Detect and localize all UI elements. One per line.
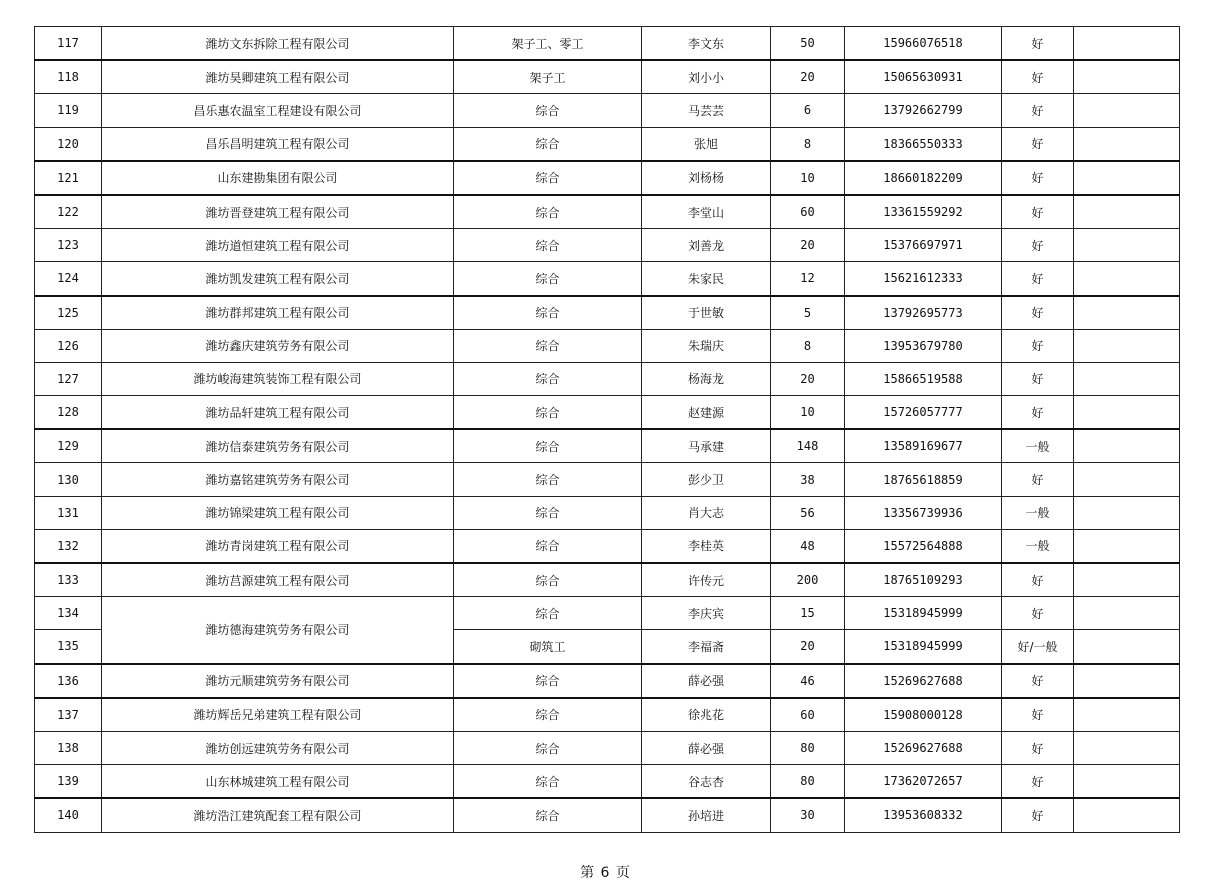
work-type-cell: 综合 bbox=[454, 195, 642, 229]
contact-person-cell: 李庆宾 bbox=[642, 597, 771, 630]
company-name-cell: 潍坊创远建筑劳务有限公司 bbox=[102, 731, 454, 764]
row-number-cell: 135 bbox=[35, 630, 102, 664]
table-row bbox=[35, 127, 1180, 161]
table-row bbox=[35, 563, 1180, 597]
row-number-cell: 130 bbox=[35, 463, 102, 496]
rating-cell: 好 bbox=[1002, 94, 1074, 127]
rating-cell: 好 bbox=[1002, 396, 1074, 430]
table-row bbox=[35, 496, 1180, 529]
note-cell bbox=[1074, 262, 1180, 296]
worker-count-cell: 56 bbox=[771, 496, 845, 529]
worker-count-cell: 148 bbox=[771, 429, 845, 463]
company-name-cell: 潍坊嘉铭建筑劳务有限公司 bbox=[102, 463, 454, 496]
row-number-cell: 127 bbox=[35, 362, 102, 395]
phone-number-cell: 13361559292 bbox=[845, 195, 1002, 229]
note-cell bbox=[1074, 94, 1180, 127]
rating-cell: 好 bbox=[1002, 765, 1074, 799]
rating-cell: 好 bbox=[1002, 296, 1074, 330]
phone-number-cell: 18765618859 bbox=[845, 463, 1002, 496]
phone-number-cell: 15908000128 bbox=[845, 698, 1002, 732]
note-cell bbox=[1074, 563, 1180, 597]
phone-number-cell: 15269627688 bbox=[845, 731, 1002, 764]
worker-count-cell: 20 bbox=[771, 630, 845, 664]
row-number-cell: 122 bbox=[35, 195, 102, 229]
company-name-cell: 潍坊青岗建筑工程有限公司 bbox=[102, 529, 454, 563]
contact-person-cell: 马芸芸 bbox=[642, 94, 771, 127]
contact-person-cell: 谷志杏 bbox=[642, 765, 771, 799]
phone-number-cell: 13356739936 bbox=[845, 496, 1002, 529]
company-name-cell: 潍坊元顺建筑劳务有限公司 bbox=[102, 664, 454, 698]
table-row bbox=[35, 463, 1180, 496]
company-name-cell: 潍坊昊卿建筑工程有限公司 bbox=[102, 60, 454, 94]
company-name-cell: 潍坊浩江建筑配套工程有限公司 bbox=[102, 798, 454, 832]
row-number-cell: 120 bbox=[35, 127, 102, 161]
row-number-cell: 118 bbox=[35, 60, 102, 94]
table-row bbox=[35, 765, 1180, 799]
phone-number-cell: 18366550333 bbox=[845, 127, 1002, 161]
contact-person-cell: 李桂英 bbox=[642, 529, 771, 563]
note-cell bbox=[1074, 27, 1180, 61]
row-number-cell: 125 bbox=[35, 296, 102, 330]
work-type-cell: 综合 bbox=[454, 396, 642, 430]
rating-cell: 好 bbox=[1002, 798, 1074, 832]
worker-count-cell: 30 bbox=[771, 798, 845, 832]
rating-cell: 好 bbox=[1002, 463, 1074, 496]
company-name-cell: 昌乐惠农温室工程建设有限公司 bbox=[102, 94, 454, 127]
work-type-cell: 综合 bbox=[454, 362, 642, 395]
company-name-cell: 潍坊道恒建筑工程有限公司 bbox=[102, 229, 454, 262]
contact-person-cell: 杨海龙 bbox=[642, 362, 771, 395]
row-number-cell: 128 bbox=[35, 396, 102, 430]
company-name-cell: 潍坊群邦建筑工程有限公司 bbox=[102, 296, 454, 330]
table-row bbox=[35, 362, 1180, 395]
phone-number-cell: 13792662799 bbox=[845, 94, 1002, 127]
work-type-cell: 综合 bbox=[454, 597, 642, 630]
contact-person-cell: 刘杨杨 bbox=[642, 161, 771, 195]
table-row bbox=[35, 329, 1180, 362]
contact-person-cell: 朱家民 bbox=[642, 262, 771, 296]
work-type-cell: 架子工 bbox=[454, 60, 642, 94]
phone-number-cell: 13792695773 bbox=[845, 296, 1002, 330]
rating-cell: 好 bbox=[1002, 127, 1074, 161]
work-type-cell: 综合 bbox=[454, 563, 642, 597]
rating-cell: 好 bbox=[1002, 698, 1074, 732]
phone-number-cell: 18765109293 bbox=[845, 563, 1002, 597]
company-name-cell: 潍坊锦梁建筑工程有限公司 bbox=[102, 496, 454, 529]
worker-count-cell: 38 bbox=[771, 463, 845, 496]
work-type-cell: 综合 bbox=[454, 229, 642, 262]
worker-count-cell: 8 bbox=[771, 127, 845, 161]
worker-count-cell: 10 bbox=[771, 396, 845, 430]
rating-cell: 一般 bbox=[1002, 496, 1074, 529]
company-name-cell: 潍坊晋登建筑工程有限公司 bbox=[102, 195, 454, 229]
contact-person-cell: 李堂山 bbox=[642, 195, 771, 229]
contact-person-cell: 许传元 bbox=[642, 563, 771, 597]
worker-count-cell: 60 bbox=[771, 698, 845, 732]
phone-number-cell: 15269627688 bbox=[845, 664, 1002, 698]
worker-count-cell: 15 bbox=[771, 597, 845, 630]
row-number-cell: 138 bbox=[35, 731, 102, 764]
worker-count-cell: 20 bbox=[771, 362, 845, 395]
work-type-cell: 综合 bbox=[454, 463, 642, 496]
work-type-cell: 综合 bbox=[454, 765, 642, 799]
row-number-cell: 131 bbox=[35, 496, 102, 529]
note-cell bbox=[1074, 362, 1180, 395]
note-cell bbox=[1074, 296, 1180, 330]
contact-person-cell: 徐兆花 bbox=[642, 698, 771, 732]
rating-cell: 一般 bbox=[1002, 429, 1074, 463]
note-cell bbox=[1074, 329, 1180, 362]
table-row bbox=[35, 262, 1180, 296]
row-number-cell: 124 bbox=[35, 262, 102, 296]
company-name-cell: 潍坊莒源建筑工程有限公司 bbox=[102, 563, 454, 597]
rating-cell: 好 bbox=[1002, 329, 1074, 362]
rating-cell: 好 bbox=[1002, 195, 1074, 229]
contact-person-cell: 张旭 bbox=[642, 127, 771, 161]
contractor-table bbox=[34, 26, 1180, 833]
note-cell bbox=[1074, 630, 1180, 664]
work-type-cell: 砌筑工 bbox=[454, 630, 642, 664]
company-name-cell: 山东林城建筑工程有限公司 bbox=[102, 765, 454, 799]
rating-cell: 好 bbox=[1002, 262, 1074, 296]
company-name-cell: 潍坊凯发建筑工程有限公司 bbox=[102, 262, 454, 296]
phone-number-cell: 15726057777 bbox=[845, 396, 1002, 430]
worker-count-cell: 5 bbox=[771, 296, 845, 330]
rating-cell: 好 bbox=[1002, 229, 1074, 262]
work-type-cell: 综合 bbox=[454, 496, 642, 529]
contact-person-cell: 李福斋 bbox=[642, 630, 771, 664]
contact-person-cell: 朱瑞庆 bbox=[642, 329, 771, 362]
row-number-cell: 129 bbox=[35, 429, 102, 463]
phone-number-cell: 13953608332 bbox=[845, 798, 1002, 832]
note-cell bbox=[1074, 664, 1180, 698]
work-type-cell: 综合 bbox=[454, 698, 642, 732]
table-row bbox=[35, 429, 1180, 463]
rating-cell: 好 bbox=[1002, 731, 1074, 764]
rating-cell: 好 bbox=[1002, 597, 1074, 630]
work-type-cell: 综合 bbox=[454, 798, 642, 832]
company-name-cell: 昌乐昌明建筑工程有限公司 bbox=[102, 127, 454, 161]
rating-cell: 好 bbox=[1002, 27, 1074, 61]
note-cell bbox=[1074, 698, 1180, 732]
work-type-cell: 综合 bbox=[454, 161, 642, 195]
company-name-cell: 山东建勘集团有限公司 bbox=[102, 161, 454, 195]
table-row bbox=[35, 27, 1180, 61]
row-number-cell: 119 bbox=[35, 94, 102, 127]
phone-number-cell: 15376697971 bbox=[845, 229, 1002, 262]
row-number-cell: 117 bbox=[35, 27, 102, 61]
rating-cell: 好 bbox=[1002, 664, 1074, 698]
contact-person-cell: 薛必强 bbox=[642, 731, 771, 764]
worker-count-cell: 80 bbox=[771, 731, 845, 764]
contact-person-cell: 薛必强 bbox=[642, 664, 771, 698]
company-name-cell: 潍坊品轩建筑工程有限公司 bbox=[102, 396, 454, 430]
company-name-cell: 潍坊辉岳兄弟建筑工程有限公司 bbox=[102, 698, 454, 732]
row-number-cell: 140 bbox=[35, 798, 102, 832]
table-row bbox=[35, 94, 1180, 127]
note-cell bbox=[1074, 765, 1180, 799]
contact-person-cell: 于世敏 bbox=[642, 296, 771, 330]
note-cell bbox=[1074, 396, 1180, 430]
work-type-cell: 综合 bbox=[454, 329, 642, 362]
note-cell bbox=[1074, 229, 1180, 262]
contact-person-cell: 刘善龙 bbox=[642, 229, 771, 262]
note-cell bbox=[1074, 798, 1180, 832]
work-type-cell: 综合 bbox=[454, 731, 642, 764]
table-row bbox=[35, 195, 1180, 229]
phone-number-cell: 15318945999 bbox=[845, 597, 1002, 630]
table-row bbox=[35, 296, 1180, 330]
note-cell bbox=[1074, 463, 1180, 496]
work-type-cell: 架子工、零工 bbox=[454, 27, 642, 61]
company-name-cell: 潍坊峻海建筑装饰工程有限公司 bbox=[102, 362, 454, 395]
table-row bbox=[35, 597, 1180, 630]
rating-cell: 好 bbox=[1002, 362, 1074, 395]
work-type-cell: 综合 bbox=[454, 429, 642, 463]
contact-person-cell: 李文东 bbox=[642, 27, 771, 61]
company-name-cell: 潍坊德海建筑劳务有限公司 bbox=[102, 597, 454, 664]
row-number-cell: 133 bbox=[35, 563, 102, 597]
company-name-cell: 潍坊信泰建筑劳务有限公司 bbox=[102, 429, 454, 463]
table-row bbox=[35, 529, 1180, 563]
page-number: 第 6 页 bbox=[580, 865, 631, 881]
phone-number-cell: 17362072657 bbox=[845, 765, 1002, 799]
contact-person-cell: 肖大志 bbox=[642, 496, 771, 529]
worker-count-cell: 20 bbox=[771, 229, 845, 262]
row-number-cell: 123 bbox=[35, 229, 102, 262]
table-row bbox=[35, 60, 1180, 94]
note-cell bbox=[1074, 496, 1180, 529]
phone-number-cell: 13953679780 bbox=[845, 329, 1002, 362]
row-number-cell: 136 bbox=[35, 664, 102, 698]
worker-count-cell: 50 bbox=[771, 27, 845, 61]
contact-person-cell: 赵建源 bbox=[642, 396, 771, 430]
contact-person-cell: 马承建 bbox=[642, 429, 771, 463]
contact-person-cell: 孙培进 bbox=[642, 798, 771, 832]
phone-number-cell: 15318945999 bbox=[845, 630, 1002, 664]
note-cell bbox=[1074, 161, 1180, 195]
phone-number-cell: 18660182209 bbox=[845, 161, 1002, 195]
worker-count-cell: 10 bbox=[771, 161, 845, 195]
note-cell bbox=[1074, 529, 1180, 563]
work-type-cell: 综合 bbox=[454, 262, 642, 296]
contact-person-cell: 刘小小 bbox=[642, 60, 771, 94]
table-row bbox=[35, 731, 1180, 764]
table-row bbox=[35, 396, 1180, 430]
rating-cell: 好/一般 bbox=[1002, 630, 1074, 664]
note-cell bbox=[1074, 60, 1180, 94]
contact-person-cell: 彭少卫 bbox=[642, 463, 771, 496]
row-number-cell: 126 bbox=[35, 329, 102, 362]
phone-number-cell: 15621612333 bbox=[845, 262, 1002, 296]
work-type-cell: 综合 bbox=[454, 127, 642, 161]
note-cell bbox=[1074, 127, 1180, 161]
phone-number-cell: 15866519588 bbox=[845, 362, 1002, 395]
worker-count-cell: 20 bbox=[771, 60, 845, 94]
company-name-cell: 潍坊鑫庆建筑劳务有限公司 bbox=[102, 329, 454, 362]
worker-count-cell: 12 bbox=[771, 262, 845, 296]
rating-cell: 好 bbox=[1002, 60, 1074, 94]
work-type-cell: 综合 bbox=[454, 664, 642, 698]
work-type-cell: 综合 bbox=[454, 296, 642, 330]
table-row bbox=[35, 664, 1180, 698]
table-row bbox=[35, 798, 1180, 832]
worker-count-cell: 46 bbox=[771, 664, 845, 698]
worker-count-cell: 6 bbox=[771, 94, 845, 127]
company-name-cell: 潍坊文东拆除工程有限公司 bbox=[102, 27, 454, 61]
row-number-cell: 134 bbox=[35, 597, 102, 630]
work-type-cell: 综合 bbox=[454, 94, 642, 127]
note-cell bbox=[1074, 731, 1180, 764]
phone-number-cell: 15572564888 bbox=[845, 529, 1002, 563]
row-number-cell: 132 bbox=[35, 529, 102, 563]
row-number-cell: 139 bbox=[35, 765, 102, 799]
table-row bbox=[35, 698, 1180, 732]
worker-count-cell: 8 bbox=[771, 329, 845, 362]
worker-count-cell: 200 bbox=[771, 563, 845, 597]
worker-count-cell: 48 bbox=[771, 529, 845, 563]
phone-number-cell: 13589169677 bbox=[845, 429, 1002, 463]
note-cell bbox=[1074, 429, 1180, 463]
row-number-cell: 137 bbox=[35, 698, 102, 732]
phone-number-cell: 15065630931 bbox=[845, 60, 1002, 94]
phone-number-cell: 15966076518 bbox=[845, 27, 1002, 61]
worker-count-cell: 60 bbox=[771, 195, 845, 229]
table-row bbox=[35, 229, 1180, 262]
table-row bbox=[35, 161, 1180, 195]
note-cell bbox=[1074, 597, 1180, 630]
rating-cell: 好 bbox=[1002, 161, 1074, 195]
worker-count-cell: 80 bbox=[771, 765, 845, 799]
rating-cell: 一般 bbox=[1002, 529, 1074, 563]
rating-cell: 好 bbox=[1002, 563, 1074, 597]
note-cell bbox=[1074, 195, 1180, 229]
row-number-cell: 121 bbox=[35, 161, 102, 195]
work-type-cell: 综合 bbox=[454, 529, 642, 563]
